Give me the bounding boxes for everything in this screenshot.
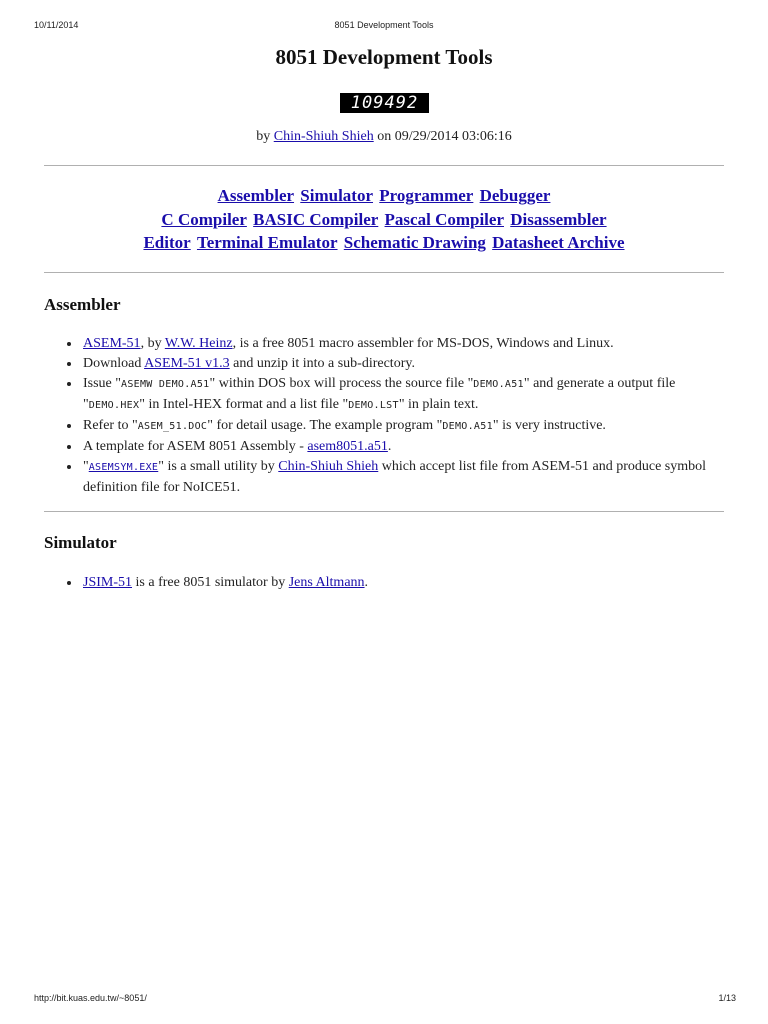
- list-item: Download ASEM-51 v1.3 and unzip it into a sub-directory.: [83, 354, 724, 374]
- print-footer: [0, 993, 768, 1005]
- list-item: Refer to "ASEM_51.DOC" for detail usage. The example program "DEMO.A51" is very instructive.: [83, 416, 724, 437]
- print-page-number: 1/13: [718, 993, 736, 1003]
- code-filename: ASEM_51.DOC: [137, 421, 208, 432]
- nav-row: [0, 231, 768, 255]
- page-title: 8051 Development Tools: [275, 45, 493, 69]
- nav-link-datasheet-archive[interactable]: Datasheet Archive: [492, 233, 625, 252]
- simulator-list: [44, 573, 724, 593]
- nav-link-terminal-emulator[interactable]: Terminal Emulator: [196, 233, 338, 252]
- code-filename: DEMO.HEX: [88, 400, 140, 411]
- nav-link-assembler[interactable]: Assembler: [217, 186, 295, 205]
- byline: [0, 129, 768, 145]
- nav-link-editor[interactable]: Editor: [143, 233, 191, 252]
- author-link[interactable]: Chin-Shiuh Shieh: [278, 459, 379, 474]
- divider: [44, 165, 724, 166]
- section-nav: [0, 184, 768, 255]
- nav-row: [0, 184, 768, 208]
- nav-link-schematic-drawing[interactable]: Schematic Drawing: [343, 233, 486, 252]
- code-filename: DEMO.LST: [348, 400, 399, 411]
- nav-link-debugger[interactable]: Debugger: [479, 186, 551, 205]
- list-item: JSIM-51 is a free 8051 simulator by Jens Altmann.: [83, 573, 724, 593]
- nav-link-simulator[interactable]: Simulator: [300, 186, 374, 205]
- asem51-download-link[interactable]: ASEM-51 v1.3: [144, 356, 230, 371]
- list-item: "ASEMSYM.EXE" is a small utility by Chin-Shiuh Shieh which accept list file from ASEM-51 and produce symbol definition file for NoICE51.: [83, 457, 724, 498]
- code-command: ASEMW DEMO.A51: [121, 379, 210, 390]
- nav-row: [0, 208, 768, 232]
- hit-counter: 109492: [340, 93, 429, 113]
- list-item: Issue "ASEMW DEMO.A51" within DOS box will process the source file "DEMO.A51" and generate a output file "DEMO.HEX" in Intel-HEX format and a list file "DEMO.LST" in plain text.: [83, 374, 724, 416]
- nav-link-disassembler[interactable]: Disassembler: [510, 209, 607, 229]
- code-filename: DEMO.A51: [473, 379, 524, 390]
- section-heading-simulator: Simulator: [44, 533, 117, 552]
- print-date: 10/11/2014: [34, 20, 79, 30]
- nav-link-c-compiler[interactable]: C Compiler: [161, 209, 247, 229]
- author-link[interactable]: Chin-Shiuh Shieh: [273, 129, 374, 144]
- jsim51-link[interactable]: JSIM-51: [83, 575, 133, 590]
- byline-prefix: by: [256, 129, 274, 144]
- section-heading-assembler: Assembler: [44, 295, 121, 314]
- assembler-list: [44, 334, 724, 498]
- list-item: A template for ASEM 8051 Assembly - asem8051.a51.: [83, 437, 724, 457]
- template-link[interactable]: asem8051.a51: [307, 439, 388, 454]
- nav-link-basic-compiler[interactable]: BASIC Compiler: [253, 209, 379, 229]
- asem51-link[interactable]: ASEM-51: [83, 336, 141, 351]
- nav-link-programmer[interactable]: Programmer: [379, 186, 474, 205]
- print-title: 8051 Development Tools: [334, 20, 434, 30]
- divider: [44, 272, 724, 273]
- altmann-link[interactable]: Jens Altmann: [288, 575, 365, 590]
- heinz-link[interactable]: W.W. Heinz: [164, 336, 233, 351]
- nav-link-pascal-compiler[interactable]: Pascal Compiler: [384, 209, 504, 229]
- byline-date: on 09/29/2014 03:06:16: [373, 129, 512, 144]
- code-filename: DEMO.A51: [442, 421, 493, 432]
- list-item: ASEM-51, by W.W. Heinz, is a free 8051 macro assembler for MS-DOS, Windows and Linux.: [83, 334, 724, 354]
- print-header: [0, 20, 768, 32]
- print-url: http://bit.kuas.edu.tw/~8051/: [34, 993, 147, 1003]
- divider: [44, 511, 724, 512]
- asemsym-link[interactable]: ASEMSYM.EXE: [88, 462, 159, 473]
